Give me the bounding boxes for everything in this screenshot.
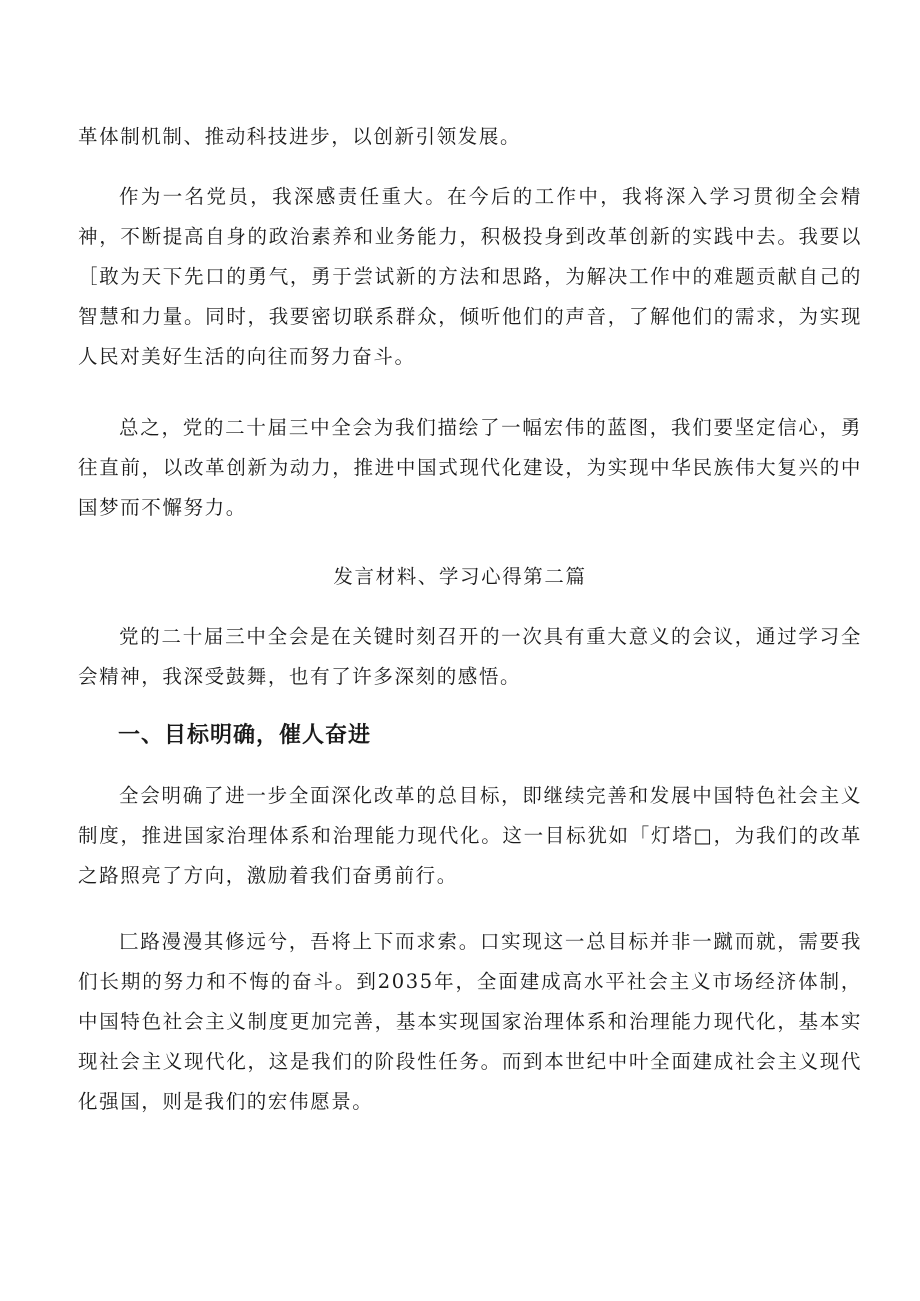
paragraph-overall-goal: 全会明确了进一步全面深化改革的总目标，即继续完善和发展中国特色社会主义制度，推进国家治理体系和治理能力现代化。这一目标犹如「灯塔□，为我们的改革之路照亮了方向，激励着我们奋勇前行。 <box>78 784 862 887</box>
section-title: 发言材料、学习心得第二篇 <box>333 565 587 588</box>
paragraph-intro-second: 党的二十届三中全会是在关键时刻召开的一次具有重大意义的会议，通过学习全会精神，我深受鼓舞，也有了许多深刻的感悟。 <box>78 625 862 688</box>
paragraph-long-road: 匚路漫漫其修远兮，吾将上下而求索。口实现这一总目标并非一蹴而就，需要我们长期的努力和不悔的奋斗。到2035年，全面建成高水平社会主义市场经济体制，中国特色社会主义制度更加完善，基本实现国家治理体系和治理能力现代化，基本实现社会主义现代化，这是我们的阶段性任务。而到本世纪中叶全面建成社会主义现代化强国，则是我们的宏伟愿景。 <box>78 930 862 1113</box>
heading-goal-clear: 一、目标明确，催人奋进 <box>118 723 372 748</box>
paragraph-continuation: 革体制机制、推动科技进步，以创新引领发展。 <box>78 125 522 148</box>
paragraph-party-member-responsibility: 作为一名党员，我深感责任重大。在今后的工作中，我将深入学习贯彻全会精神，不断提高自身的政治素养和业务能力，积极投身到改革创新的实践中去。我要以［敢为天下先口的勇气，勇于尝试新的方法和思路，为解决工作中的难题贡献自己的智慧和力量。同时，我要密切联系群众，倾听他们的声音，了解他们的需求，为实现人民对美好生活的向往而努力奋斗。 <box>78 185 862 368</box>
paragraph-conclusion: 总之，党的二十届三中全会为我们描绘了一幅宏伟的蓝图，我们要坚定信心，勇往直前，以改革创新为动力，推进中国式现代化建设，为实现中华民族伟大复兴的中国梦而不懈努力。 <box>78 416 862 519</box>
